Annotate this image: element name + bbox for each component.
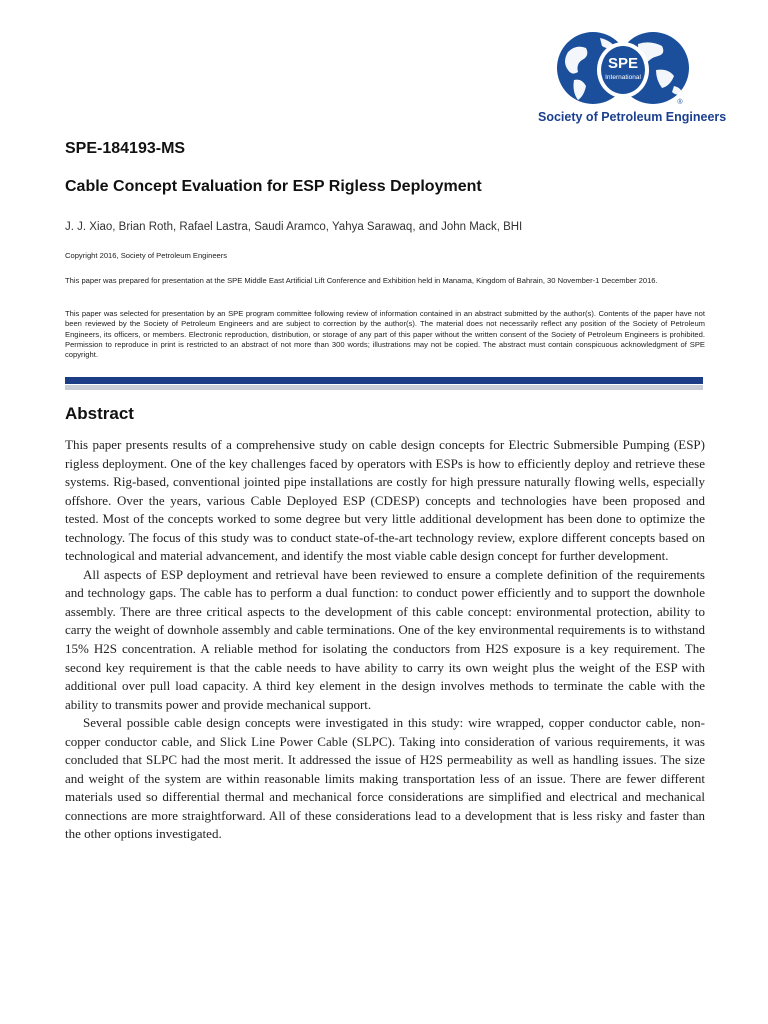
- logo-globe-subtext: International: [605, 74, 641, 81]
- spe-logo: [538, 30, 727, 128]
- abstract-heading: Abstract: [65, 404, 134, 423]
- abstract-paragraph: This paper presents results of a comprehensive study on cable design concepts for Electric Submersible Pumping (ESP) rigless deployment. One of the key challenges faced by operators with ESPs is how to efficiently deploy and retrieve these systems. Rig-based, conventional jointed pipe installations are costly for high pressure naturally flowing wells, especially offshore. Over the years, various Cable Deployed ESP (CDESP) concepts and technologies have been proposed and tested. Most of the concepts worked to some degree but very little additional development has been done to optimize the technology. The focus of this study was to conduct state-of-the-art technology review, explore different concepts based on technological and material advancement, and identify the most viable cable design concept for further development.: [65, 437, 705, 564]
- copyright-notice: Copyright 2016, Society of Petroleum Engineers: [65, 251, 228, 260]
- abstract-paragraph: Several possible cable design concepts were investigated in this study: wire wrapped, copper conductor cable, non-copper conductor cable, and Slick Line Power Cable (SLPC). Taking into consideration of various requirements, it was concluded that SLPC had the most merit. It addressed the issue of H2S permeability as well as handling issues. The size and weight of the system are within reasonable limits making transportation less of an issue. There are fewer different materials used so differential thermal and mechanical force considerations are simplified and electrical and mechanical connections are more straightforward. All of these considerations lead to a development that is less risky and faster than the other options investigated.: [65, 715, 705, 842]
- abstract-body: [65, 436, 705, 844]
- registered-mark: ®: [677, 99, 683, 106]
- paper-authors: J. J. Xiao, Brian Roth, Rafael Lastra, Saudi Aramco, Yahya Sarawaq, and John Mack, BHI: [65, 221, 523, 233]
- org-name: Society of Petroleum Engineers: [538, 110, 727, 124]
- presentation-note: This paper was prepared for presentation at the SPE Middle East Artificial Lift Conference and Exhibition held in Manama, Kingdom of Bahrain, 30 November-1 December 2016.: [65, 276, 658, 285]
- paper-title: Cable Concept Evaluation for ESP Rigless Deployment: [65, 178, 482, 195]
- divider-gray-bar: [65, 385, 703, 390]
- paper-id: SPE-184193-MS: [65, 140, 186, 157]
- divider-blue-bar: [65, 377, 703, 384]
- header-divider: [65, 377, 703, 390]
- logo-globe-text: SPE: [607, 55, 639, 72]
- selection-note: This paper was selected for presentation by an SPE program committee following review of information contained in an abstract submitted by the author(s). Contents of the paper have not been reviewed by the Society of Petroleum Engineers and are subject to correction by the author(s). The material does not necessarily reflect any position of the Society of Petroleum Engineers, its officers, or members. Electronic reproduction, distribution, or storage of any part of this paper without the written consent of the Society of Petroleum Engineers is prohibited. Permission to reproduce in print is restricted to an abstract of not more than 300 words; illustrations may not be copied. The abstract must contain conspicuous acknowledgment of SPE copyright.: [65, 309, 705, 360]
- abstract-paragraph: All aspects of ESP deployment and retrieval have been reviewed to ensure a complete definition of the requirements and technology gaps. The cable has to perform a dual function: to conduct power efficiently and to support the downhole assembly. There are three critical aspects to the development of this cable concept: environmental protection, ability to carry the weight of downhole assembly and cable terminations. One of the key environmental requirements is to withstand 15% H2S concentration. A reliable method for isolating the conductors from H2S exposure is a key requirement. The second key requirement is that the cable needs to have ability to carry its own weight plus the weight of the ESP with additional over pull load capacity. A third key element in the design involves methods to terminate the cable with the ability to transmits power and provide mechanical support.: [65, 566, 705, 712]
- globe-icon: [538, 30, 708, 112]
